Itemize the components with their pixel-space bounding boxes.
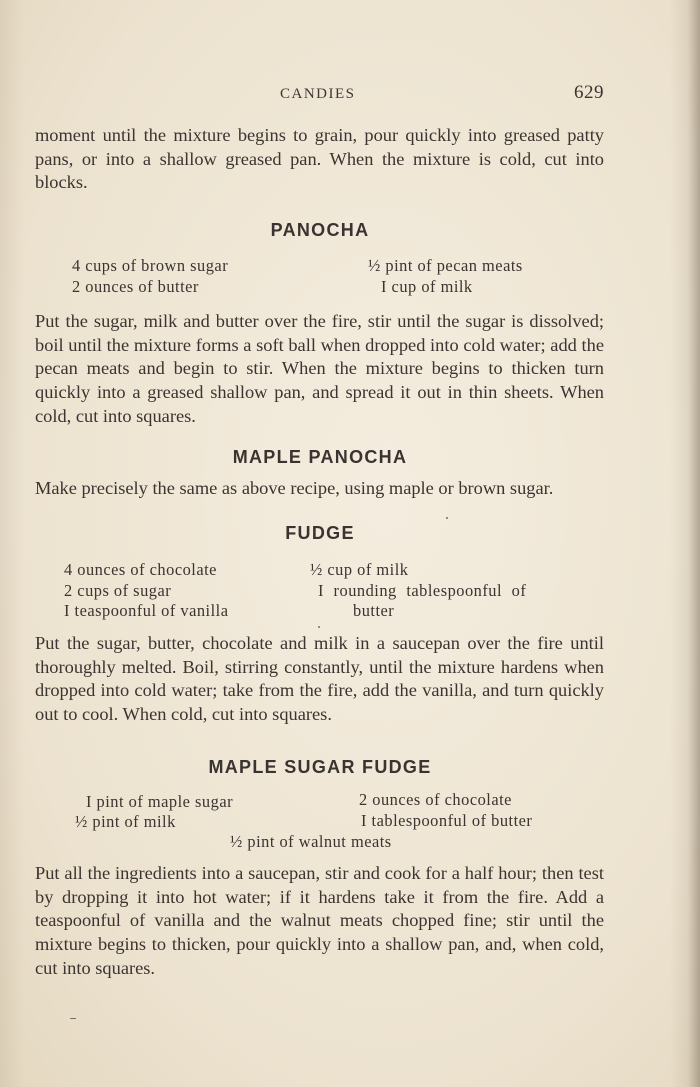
maple-sugar-fudge-ingredient-5: ½ pint of walnut meats [230,832,392,851]
fudge-ingredient-5-continued: butter [353,601,395,620]
fudge-method: Put the sugar, butter, chocolate and milk in a saucepan over the fire until thoroughly melted. Boil, stirring constantly, until the mixture hardens when dropped into cold water; take from the fire, add the vanilla, and turn quickly out to cool. When cold, cut into squares. [35,633,604,725]
panocha-title: PANOCHA [270,220,370,240]
intro-paragraph: moment until the mixture begins to grain, pour quickly into greased patty pans, or into a shallow greased pan. When the mixture is cold, cut into blocks. [35,125,604,193]
maple-sugar-fudge-ingredient-3: 2 ounces of chocolate [359,790,512,809]
section-name: CANDIES [280,86,356,102]
maple-sugar-fudge-method: Put all the ingredients into a saucepan, stir and cook for a half hour; then test by dropping it into hot water; if it hardens take it from the fire. Add a teaspoonful of vanilla and the walnut meats chopped fine; stir until the mixture begins to thicken, pour quickly into a shallow pan, and, when cold, cut into squares. [35,863,604,978]
fudge-title: FUDGE [285,523,355,543]
paper-speck [446,517,448,519]
panocha-ingredient-3: ½ pint of pecan meats [368,256,523,275]
panocha-ingredient-4: I cup of milk [381,277,473,296]
fudge-ingredient-1: 4 ounces of chocolate [64,560,217,579]
fudge-ingredient-2: 2 cups of sugar [64,581,172,600]
maple-sugar-fudge-title: MAPLE SUGAR FUDGE [208,757,432,777]
panocha-ingredient-1: 4 cups of brown sugar [72,256,229,275]
paper-speck [318,626,320,628]
maple-panocha-title: MAPLE PANOCHA [232,447,408,467]
maple-sugar-fudge-ingredient-2: ½ pint of milk [75,812,176,831]
fudge-ingredient-5: I rounding tablespoonful of [318,581,527,600]
fudge-ingredient-3: I teaspoonful of vanilla [64,601,229,620]
panocha-method: Put the sugar, milk and butter over the fire, stir until the sugar is dissolved; boil until the mixture forms a soft ball when dropped into cold water; add the pecan meats and begin to stir. When the mixture begins to thicken turn quickly into a greased shallow pan, and spread it out in thin sheets. When cold, cut into squares. [35,311,604,426]
fudge-ingredient-4: ½ cup of milk [310,560,409,579]
page-gutter-shadow [688,0,700,1087]
panocha-ingredient-2: 2 ounces of butter [72,277,199,296]
maple-sugar-fudge-ingredient-4: I tablespoonful of butter [361,811,533,830]
paper-speck [70,1018,76,1019]
maple-panocha-method: Make precisely the same as above recipe, using maple or brown sugar. [35,478,554,498]
running-head [0,82,700,106]
maple-sugar-fudge-ingredient-1: I pint of maple sugar [86,792,234,811]
page-number: 629 [574,82,604,103]
